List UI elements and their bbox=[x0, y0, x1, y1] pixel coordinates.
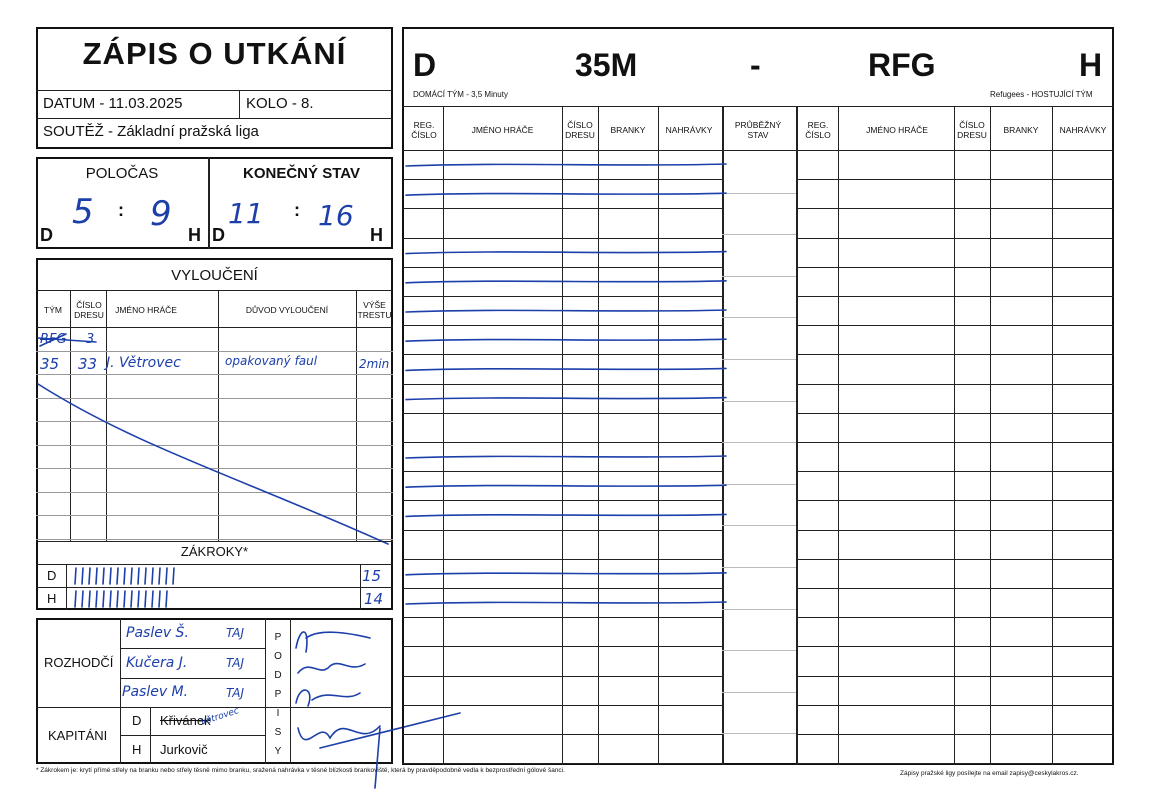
home-team-note: DOMÁCÍ TÝM - 3,5 Minuty bbox=[413, 90, 508, 99]
captain-home: Křivánek bbox=[160, 713, 211, 728]
final-away: 16 bbox=[318, 199, 354, 232]
signatures-letter: P bbox=[274, 689, 282, 700]
signatures-letter: O bbox=[274, 651, 282, 662]
final-h: H bbox=[370, 225, 383, 245]
captains-label: KAPITÁNI bbox=[48, 728, 108, 743]
pen-row1-team: RFG bbox=[40, 332, 67, 347]
pen-col-dres: ČÍSLO DRESU bbox=[74, 300, 104, 320]
saves-label: ZÁKROKY* bbox=[180, 544, 249, 559]
referees-label: ROZHODČÍ bbox=[44, 655, 114, 670]
signatures-letter: S bbox=[274, 727, 282, 738]
final-label: KONEČNÝ STAV bbox=[243, 165, 360, 182]
away-col-reg: REG. ČÍSLO bbox=[805, 120, 831, 140]
home-strikethroughs bbox=[402, 150, 732, 630]
captain-h: H bbox=[132, 742, 142, 757]
away-col-assists: NAHRÁVKY bbox=[1059, 125, 1107, 135]
footnote-right: Zápisy pražské ligy posílejte na email zapisy@ceskylakros.cz. bbox=[900, 770, 1079, 777]
captain-home-correction: Větrovec bbox=[199, 706, 241, 728]
halftime-away: 9 bbox=[150, 194, 172, 234]
signatures-letter: Y bbox=[274, 746, 282, 757]
captain-d: D bbox=[132, 713, 142, 728]
away-col-goals: BRANKY bbox=[1003, 125, 1039, 135]
away-col-dres: ČÍSLO DRESU bbox=[957, 120, 987, 140]
halftime-colon: : bbox=[118, 200, 124, 220]
pen-row2-amount: 2min bbox=[359, 357, 390, 371]
referee-3-team: TAJ bbox=[226, 686, 244, 700]
pen-col-reason: DŮVOD VYLOUČENÍ bbox=[245, 305, 329, 315]
pen-row1-dres: 3 bbox=[86, 332, 95, 347]
pen-col-amount: VÝŠE TRESTU bbox=[357, 300, 392, 320]
round-label: KOLO - 8. bbox=[246, 95, 314, 112]
away-col-name: JMÉNO HRÁČE bbox=[866, 125, 928, 135]
halftime-h: H bbox=[188, 225, 201, 245]
referee-3: Paslev M. bbox=[122, 684, 189, 700]
pen-col-name: JMÉNO HRÁČE bbox=[115, 305, 177, 315]
pen-row2-team: 35 bbox=[40, 355, 60, 373]
signatures-letter: P bbox=[274, 632, 282, 643]
pen-col-team: TÝM bbox=[44, 305, 62, 315]
referee-2: Kučera J. bbox=[126, 655, 188, 671]
referee-1: Paslev Š. bbox=[126, 625, 189, 641]
home-col-assists: NAHRÁVKY bbox=[665, 125, 713, 135]
footnote-left: * Zákrokem je: krytí přímé střely na branku nebo střely těsně mimo branku, sražená nahrávka v těsné blízkosti brankoviště, která by pravděpodobně vedla k bezprostřední gólové šanci. bbox=[36, 767, 565, 774]
page-title: ZÁPIS O UTKÁNÍ bbox=[82, 36, 347, 71]
pen-strike-marks bbox=[36, 326, 393, 546]
halftime-label: POLOČAS bbox=[85, 165, 159, 182]
referee-1-team: TAJ bbox=[226, 626, 244, 640]
league-label: SOUTĚŽ - Základní pražská liga bbox=[43, 123, 259, 140]
final-d: D bbox=[212, 225, 225, 245]
pen-row2-reason: opakovaný faul bbox=[225, 354, 318, 368]
header-h: H bbox=[1079, 47, 1103, 83]
away-team-note: Refugees - HOSTUJÍCÍ TÝM bbox=[990, 90, 1093, 99]
header-dash: - bbox=[750, 47, 761, 83]
header-d: D bbox=[413, 47, 437, 83]
final-home: 11 bbox=[228, 197, 264, 230]
signatures-label bbox=[267, 628, 289, 761]
col-score: PRŮBĚŽNÝ STAV bbox=[734, 120, 782, 140]
date-label: DATUM - 11.03.2025 bbox=[43, 95, 183, 112]
final-colon: : bbox=[294, 200, 300, 220]
saves-tally-d bbox=[70, 565, 360, 587]
halftime-home: 5 bbox=[72, 192, 94, 232]
saves-d: D bbox=[47, 568, 57, 583]
away-team-code: RFG bbox=[868, 47, 936, 83]
saves-h-total: 14 bbox=[364, 590, 384, 608]
signatures-letter: D bbox=[274, 670, 282, 681]
home-col-reg: REG. ČÍSLO bbox=[411, 120, 437, 140]
halftime-d: D bbox=[40, 225, 53, 245]
pen-row2-name: J. Větrovec bbox=[106, 355, 181, 371]
saves-tally-h bbox=[70, 588, 360, 610]
home-col-dres: ČÍSLO DRESU bbox=[565, 120, 595, 140]
penalties-label: VYLOUČENÍ bbox=[171, 267, 258, 284]
pen-row2-dres: 33 bbox=[78, 355, 98, 373]
home-col-goals: BRANKY bbox=[610, 125, 646, 135]
saves-h: H bbox=[47, 591, 57, 606]
saves-d-total: 15 bbox=[362, 567, 382, 585]
referee-2-team: TAJ bbox=[226, 656, 244, 670]
home-col-name: JMÉNO HRÁČE bbox=[471, 125, 534, 135]
home-team-code: 35M bbox=[575, 47, 638, 83]
signatures-letter: I bbox=[276, 708, 280, 719]
captain-away: Jurkovič bbox=[160, 742, 208, 757]
